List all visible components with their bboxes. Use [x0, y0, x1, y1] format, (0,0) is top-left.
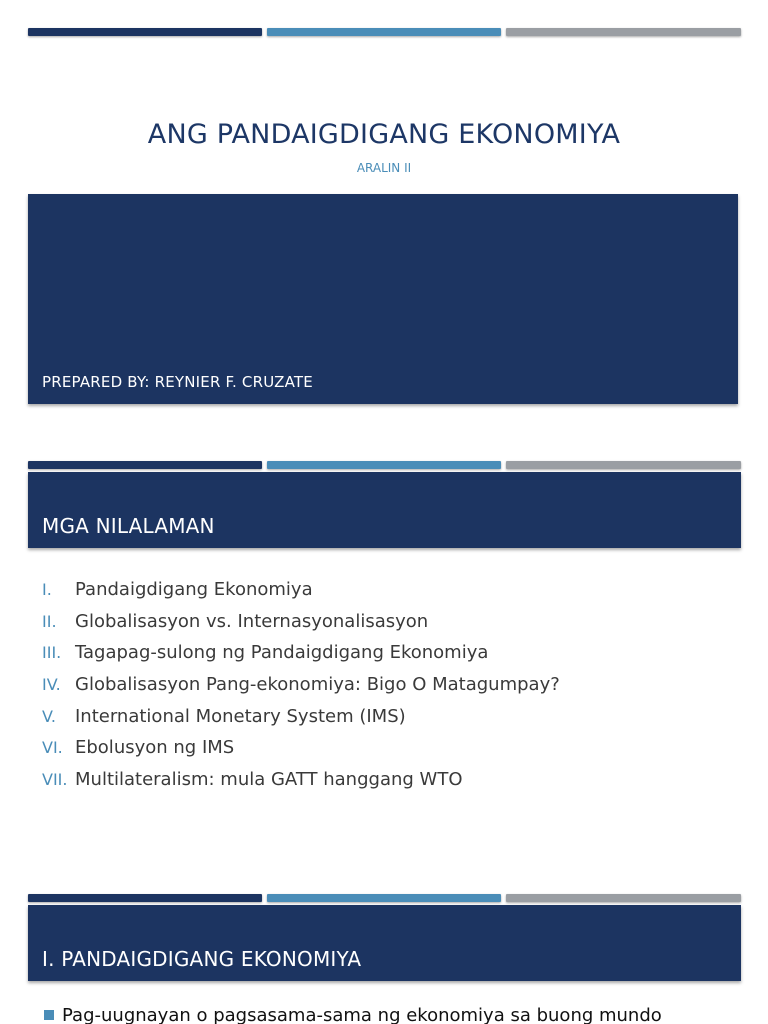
accent-bar-blue — [267, 461, 501, 469]
item-label: International Monetary System (IMS) — [75, 705, 406, 727]
prepared-by-text: PREPARED BY: REYNIER F. CRUZATE — [42, 373, 313, 391]
bullet-item — [44, 1005, 662, 1024]
bullet-text: Pag-uugnayan o pagsasama-sama ng ekonomiya sa buong mundo — [62, 1005, 662, 1024]
prepared-by-box — [28, 194, 738, 404]
item-label: Tagapag-sulong ng Pandaigdigang Ekonomiya — [75, 642, 489, 664]
accent-bar-blue — [267, 894, 501, 902]
item-number: VI. — [42, 738, 63, 758]
list-item — [42, 606, 732, 638]
accent-bar-blue — [267, 28, 501, 36]
contents-list — [42, 574, 732, 795]
list-item — [42, 669, 732, 701]
section-header-pandaigdigang — [28, 905, 741, 981]
list-item — [42, 732, 732, 764]
list-item — [42, 574, 732, 606]
accent-bars-slide3 — [28, 894, 741, 902]
accent-bars-slide2 — [28, 461, 741, 469]
list-item — [42, 764, 732, 796]
item-number: III. — [42, 643, 62, 663]
item-label: Pandaigdigang Ekonomiya — [75, 579, 313, 601]
item-label: Ebolusyon ng IMS — [75, 737, 235, 759]
section-header-contents — [28, 472, 741, 548]
list-item — [42, 700, 732, 732]
section-title: MGA NILALAMAN — [42, 514, 215, 538]
accent-bar-gray — [506, 894, 741, 902]
item-number: IV. — [42, 675, 61, 695]
item-label: Globalisasyon vs. Internasyonalisasyon — [75, 610, 429, 632]
accent-bar-gray — [506, 28, 741, 36]
accent-bar-gray — [506, 461, 741, 469]
list-item — [42, 637, 732, 669]
square-bullet-icon — [44, 1010, 54, 1020]
item-number: II. — [42, 611, 57, 631]
item-label: Globalisasyon Pang-ekonomiya: Bigo O Matagumpay? — [75, 674, 560, 696]
accent-bar-navy — [28, 28, 262, 36]
item-number: I. — [42, 580, 52, 600]
accent-bar-navy — [28, 894, 262, 902]
accent-bar-navy — [28, 461, 262, 469]
item-number: VII. — [42, 769, 68, 789]
item-number: V. — [42, 706, 56, 726]
slide1-subtitle: ARALIN II — [356, 161, 412, 175]
section-title: I. PANDAIGDIGANG EKONOMIYA — [42, 947, 362, 971]
slide1-title: ANG PANDAIGDIGANG EKONOMIYA — [147, 119, 621, 150]
accent-bars-slide1 — [28, 28, 741, 36]
item-label: Multilateralism: mula GATT hanggang WTO — [75, 768, 463, 790]
